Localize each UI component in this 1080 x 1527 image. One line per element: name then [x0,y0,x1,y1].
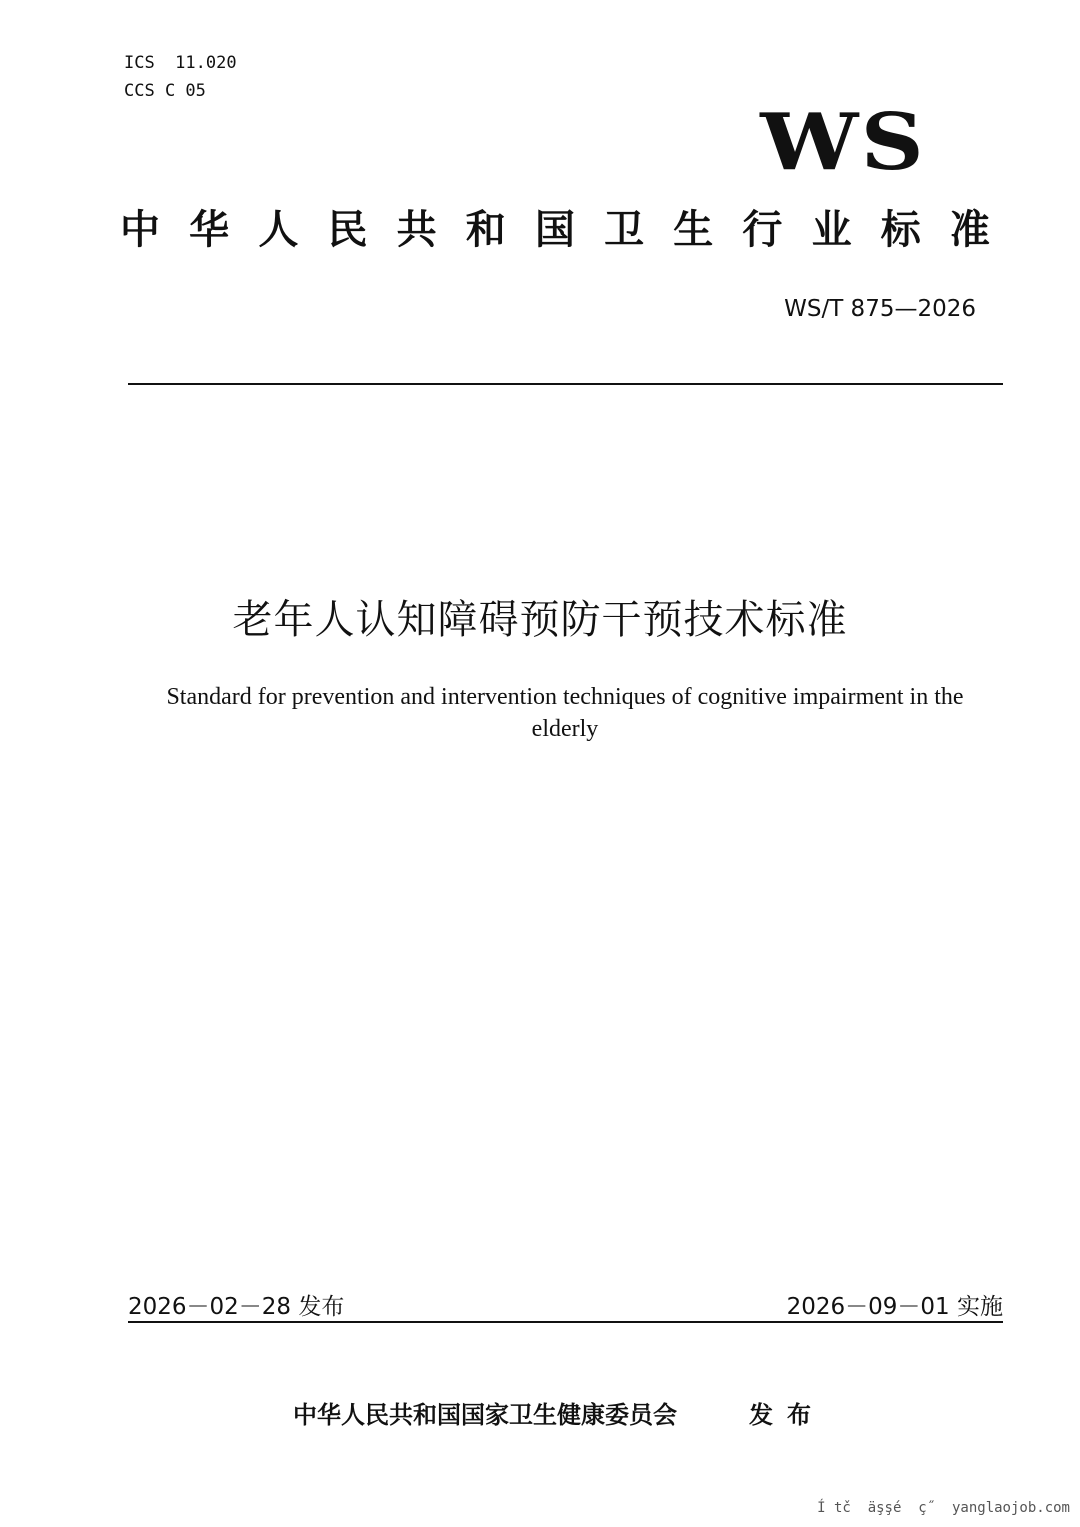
title-char: 行 [742,207,783,253]
bottom-divider [128,1321,1003,1323]
ccs-code: CCS C 05 [124,81,206,101]
watermark-text: Í tč äşşé ç˝ yanglaojob.com [817,1500,1070,1516]
title-char: 人 [258,207,299,253]
title-char: 国 [534,207,575,253]
title-char: 标 [880,207,921,253]
title-char: 华 [189,207,230,253]
title-char: 和 [465,207,506,253]
standard-category-title [120,208,990,252]
title-char: 中 [120,207,160,253]
publish-label: 发布 [749,1401,825,1429]
document-title-cn: 老年人认知障碍预防干预技术标准 [232,597,848,643]
title-char: 业 [811,207,852,253]
title-char: 准 [949,207,990,253]
title-char: 共 [396,207,437,253]
top-divider [128,383,1003,385]
standard-number: WS/T 875—2026 [784,296,976,322]
title-char: 生 [673,207,714,253]
ws-logo: WS [760,97,926,188]
implementation-date: 2026－09－01 实施 [786,1294,1003,1320]
document-title-en: Standard for prevention and intervention techniques of cognitive impairment in the elderly [166,684,964,742]
publisher-name: 中华人民共和国国家卫生健康委员会 [293,1401,677,1429]
issue-date: 2026－02－28 发布 [128,1294,345,1320]
ics-code: ICS 11.020 [124,53,237,73]
title-char: 卫 [604,207,645,253]
title-char: 民 [327,207,368,253]
